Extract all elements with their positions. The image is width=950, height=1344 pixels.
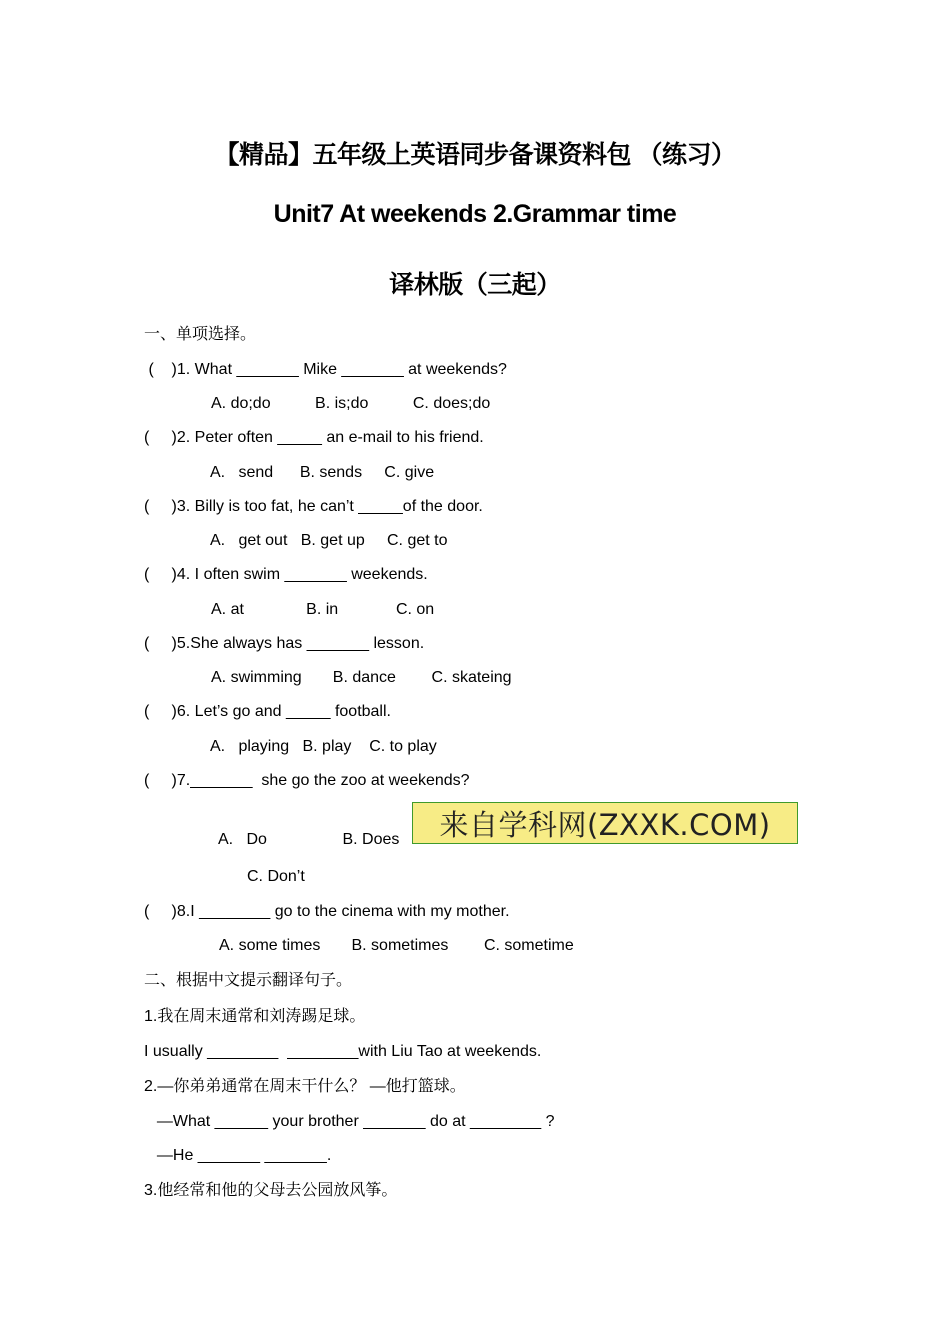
document-title: 【精品】五年级上英语同步备课资料包 （练习） [214,141,736,169]
document-edition: 译林版（三起） [389,271,561,299]
document-subtitle: Unit7 At weekends 2.Grammar time [273,200,677,228]
question-8-options: A. some times B. sometimes C. sometime [219,937,574,954]
section1-heading: 一、单项选择。 [144,326,257,343]
watermark-banner: 来自学科网(ZXXK.COM) [412,802,798,844]
question-7-options: A. Do B. Does [218,831,400,848]
question-4-stem: ( )4. I often swim _______ weekends. [144,566,428,583]
question-1-stem: ( )1. What _______ Mike _______ at weekends? [144,361,507,378]
question-6-options: A. playing B. play C. to play [210,738,437,755]
question-3-options: A. get out B. get up C. get to [210,532,448,549]
translation-2-prompt: 2.—你弟弟通常在周末干什么？ —他打篮球。 [144,1078,466,1095]
question-7-option-c: C. Don’t [247,868,305,885]
question-5-stem: ( )5.She always has _______ lesson. [144,635,425,652]
question-3-stem: ( )3. Billy is too fat, he can’t _____of the door. [144,498,483,515]
translation-3-prompt: 3.他经常和他的父母去公园放风筝。 [144,1182,398,1199]
question-2-stem: ( )2. Peter often _____ an e-mail to his friend. [144,429,484,446]
translation-2-answer-question: —What ______ your brother _______ do at ________ ? [148,1113,555,1130]
question-6-stem: ( )6. Let’s go and _____ football. [144,703,391,720]
translation-2-answer-reply: —He _______ _______. [148,1147,332,1164]
section2-heading: 二、根据中文提示翻译句子。 [144,972,353,989]
translation-1-prompt: 1.我在周末通常和刘涛踢足球。 [144,1008,366,1025]
question-7-stem: ( )7._______ she go the zoo at weekends? [144,772,470,789]
question-2-options: A. send B. sends C. give [210,464,435,481]
question-8-stem: ( )8.I ________ go to the cinema with my mother. [144,903,510,920]
question-1-options: A. do;do B. is;do C. does;do [211,395,491,412]
translation-1-answer: I usually ________ ________with Liu Tao at weekends. [144,1043,542,1060]
question-5-options: A. swimming B. dance C. skateing [211,669,512,686]
question-4-options: A. at B. in C. on [211,601,435,618]
